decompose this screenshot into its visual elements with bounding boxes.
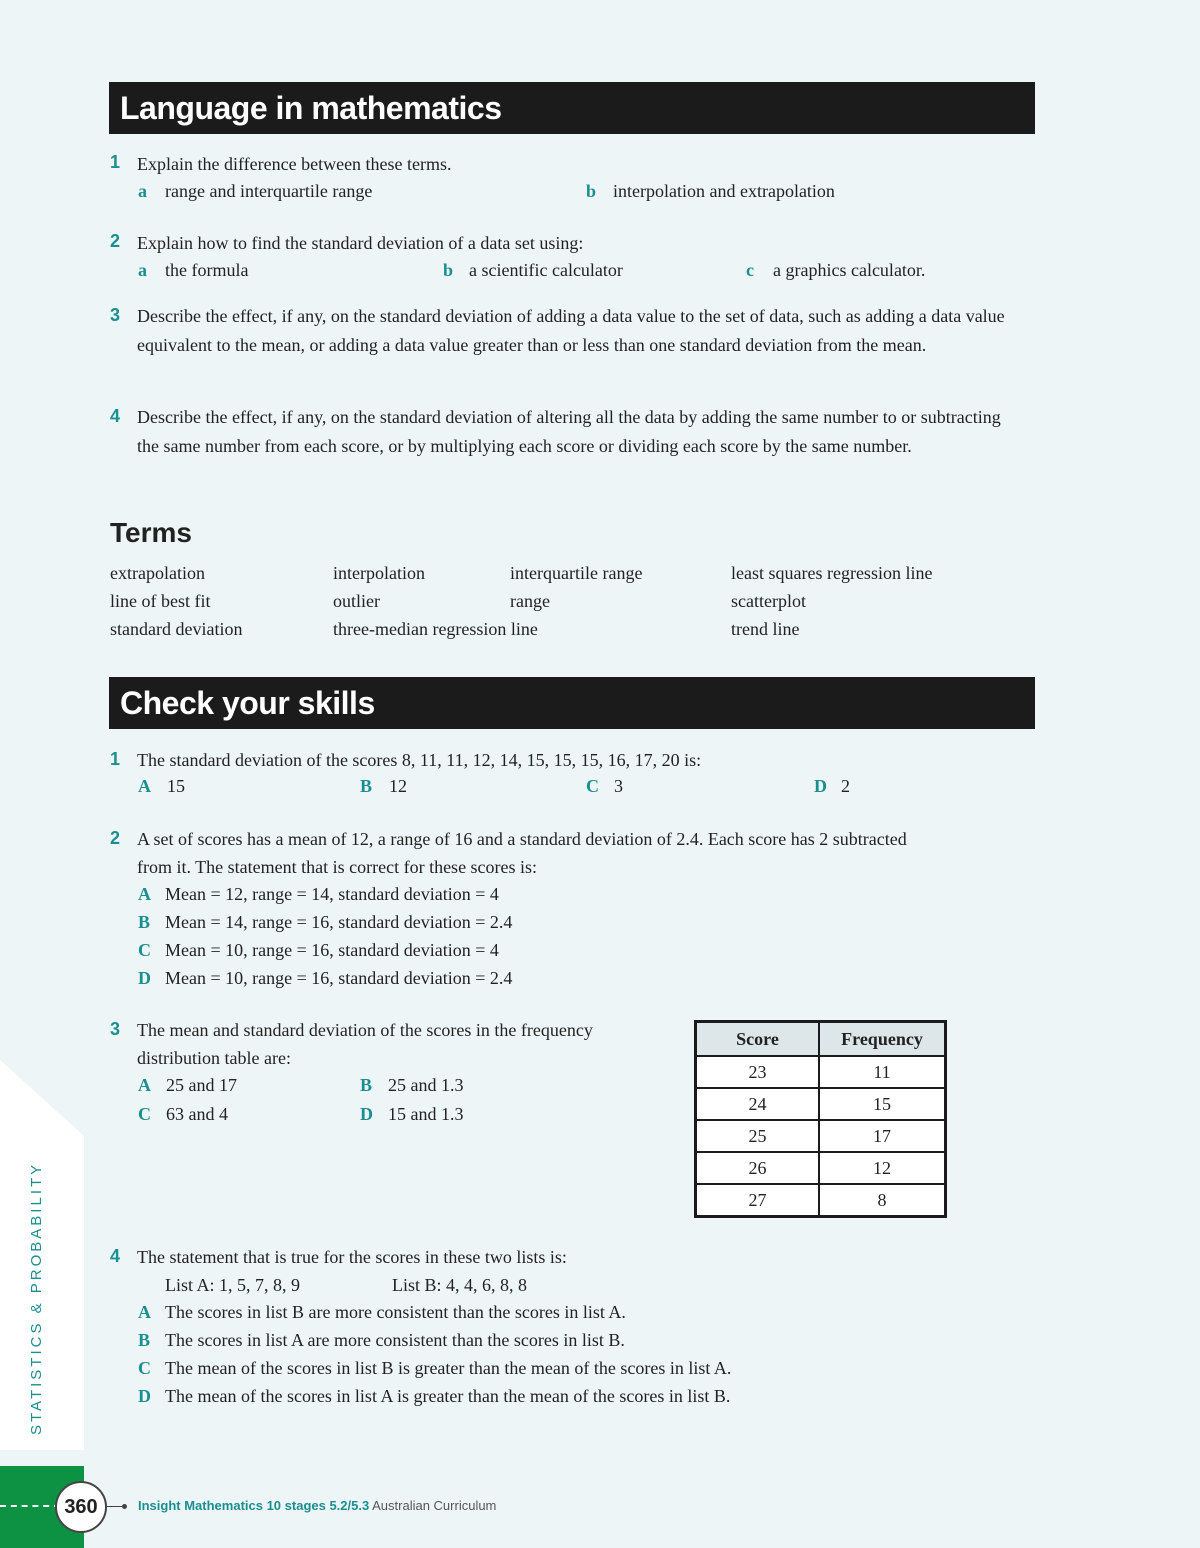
- option-label: B: [138, 912, 151, 932]
- frequency-cell: 11: [819, 1056, 946, 1088]
- footer-dash: [0, 1505, 60, 1507]
- score-cell: 25: [696, 1120, 820, 1152]
- option-label: D: [138, 1386, 151, 1406]
- skills-q1-text: The standard deviation of the scores 8, 11, 11, 12, 14, 15, 15, 15, 16, 17, 20 is:: [137, 750, 702, 770]
- frequency-cell: 8: [819, 1184, 946, 1217]
- frequency-cell: 15: [819, 1088, 946, 1120]
- frequency-cell: 12: [819, 1152, 946, 1184]
- book-title: Insight Mathematics 10 stages 5.2/5.3: [138, 1498, 370, 1513]
- skills-section-title: Check your skills: [109, 677, 1035, 729]
- option-label: B: [360, 1075, 373, 1095]
- term-item: extrapolation: [110, 563, 205, 583]
- option-text: 25 and 17: [166, 1075, 237, 1095]
- list-a: List A: 1, 5, 7, 8, 9: [165, 1275, 301, 1295]
- option-label: B: [360, 776, 373, 796]
- lang-q3-number: 3: [110, 305, 121, 325]
- table-row: [696, 1088, 946, 1120]
- skills-q2-text-line2: from it. The statement that is correct for these scores is:: [137, 857, 538, 877]
- option-label: A: [138, 884, 151, 904]
- lang-q2-part-label: c: [746, 260, 754, 280]
- skills-q1-number: 1: [110, 749, 121, 769]
- option-text: The mean of the scores in list A is greater than the mean of the scores in list B.: [165, 1386, 731, 1406]
- option-text: 15 and 1.3: [388, 1104, 464, 1124]
- score-cell: 26: [696, 1152, 820, 1184]
- lang-q2-text: Explain how to find the standard deviation of a data set using:: [137, 233, 584, 253]
- option-text: 63 and 4: [166, 1104, 228, 1124]
- option-label: D: [814, 776, 827, 796]
- option-label: C: [138, 1104, 151, 1124]
- option-label: C: [138, 1358, 151, 1378]
- term-item: standard deviation: [110, 619, 243, 639]
- table-row: [696, 1152, 946, 1184]
- footer-text: [138, 1498, 496, 1513]
- option-label: A: [138, 1075, 151, 1095]
- table-row: [696, 1120, 946, 1152]
- term-item: least squares regression line: [731, 563, 933, 583]
- lang-q1-part-label: b: [586, 181, 597, 201]
- option-label: D: [138, 968, 151, 988]
- lang-q3-text: Describe the effect, if any, on the standard deviation of adding a data value to the set of data, such as adding a data value equivalent to the mean, or adding a data value greater than or less than one standard deviation from the mean.: [137, 306, 1005, 355]
- lang-q1-part-label: a: [138, 181, 147, 201]
- skills-q4-text: The statement that is true for the scores in these two lists is:: [137, 1247, 567, 1267]
- lang-q4-number: 4: [110, 406, 121, 426]
- skills-q3-text-line2: distribution table are:: [137, 1048, 291, 1068]
- option-label: C: [586, 776, 599, 796]
- term-item: line of best fit: [110, 591, 211, 611]
- lang-q2-part-text: a scientific calculator: [469, 260, 623, 280]
- footer-arrow: [106, 1506, 124, 1507]
- option-text: Mean = 10, range = 16, standard deviation = 4: [165, 940, 499, 960]
- language-section-title: Language in mathematics: [109, 82, 1035, 134]
- score-header: Score: [696, 1022, 820, 1057]
- term-item: interquartile range: [510, 563, 643, 583]
- lang-q1-text: Explain the difference between these terms.: [137, 154, 452, 174]
- skills-q2-number: 2: [110, 828, 121, 848]
- option-text: 15: [167, 776, 185, 796]
- option-text: The scores in list A are more consistent than the scores in list B.: [165, 1330, 625, 1350]
- option-label: B: [138, 1330, 151, 1350]
- option-text: 2: [841, 776, 850, 796]
- option-text: Mean = 10, range = 16, standard deviation = 2.4: [165, 968, 513, 988]
- option-text: 25 and 1.3: [388, 1075, 464, 1095]
- term-item: interpolation: [333, 563, 425, 583]
- option-label: A: [138, 1302, 151, 1322]
- option-text: The mean of the scores in list B is greater than the mean of the scores in list A.: [165, 1358, 732, 1378]
- page-number: 360: [55, 1481, 107, 1533]
- lang-q1-part-text: range and interquartile range: [165, 181, 373, 201]
- table-row: [696, 1184, 946, 1217]
- lang-q2-number: 2: [110, 231, 121, 251]
- term-item: trend line: [731, 619, 800, 639]
- lang-q4-text: Describe the effect, if any, on the standard deviation of altering all the data by adding the same number to or subtracting the same number from each score, or by multiplying each score or dividing each score by the same number.: [137, 407, 1001, 456]
- lang-q2-part-label: a: [138, 260, 147, 280]
- lang-q2-part-text: the formula: [165, 260, 249, 280]
- lang-q1-number: 1: [110, 152, 121, 172]
- frequency-cell: 17: [819, 1120, 946, 1152]
- frequency-header: Frequency: [819, 1022, 946, 1057]
- skills-q3-text-line1: The mean and standard deviation of the scores in the frequency: [137, 1020, 593, 1040]
- option-text: The scores in list B are more consistent than the scores in list A.: [165, 1302, 626, 1322]
- lang-q2-part-text: a graphics calculator.: [773, 260, 926, 280]
- option-label: C: [138, 940, 151, 960]
- table-row: [696, 1056, 946, 1088]
- skills-q4-number: 4: [110, 1246, 121, 1266]
- term-item: three-median regression line: [333, 619, 538, 639]
- skills-q3-number: 3: [110, 1019, 121, 1039]
- curriculum-label: Australian Curriculum: [372, 1498, 497, 1513]
- score-cell: 27: [696, 1184, 820, 1217]
- term-item: range: [510, 591, 550, 611]
- option-text: Mean = 12, range = 14, standard deviation = 4: [165, 884, 499, 904]
- term-item: scatterplot: [731, 591, 806, 611]
- option-text: 3: [614, 776, 623, 796]
- score-cell: 24: [696, 1088, 820, 1120]
- lang-q1-part-text: interpolation and extrapolation: [613, 181, 835, 201]
- skills-q2-text-line1: A set of scores has a mean of 12, a range of 16 and a standard deviation of 2.4. Each score has 2 subtracted: [137, 829, 907, 849]
- option-label: A: [138, 776, 151, 796]
- option-text: 12: [389, 776, 407, 796]
- list-b: List B: 4, 4, 6, 8, 8: [392, 1275, 528, 1295]
- term-item: outlier: [333, 591, 380, 611]
- frequency-table: [694, 1020, 947, 1218]
- option-label: D: [360, 1104, 373, 1124]
- option-text: Mean = 14, range = 16, standard deviation = 2.4: [165, 912, 513, 932]
- section-label: STATISTICS & PROBABILITY: [28, 1161, 45, 1435]
- score-cell: 23: [696, 1056, 820, 1088]
- table-header-row: [696, 1022, 946, 1057]
- terms-heading: Terms: [110, 517, 192, 548]
- lang-q2-part-label: b: [443, 260, 454, 280]
